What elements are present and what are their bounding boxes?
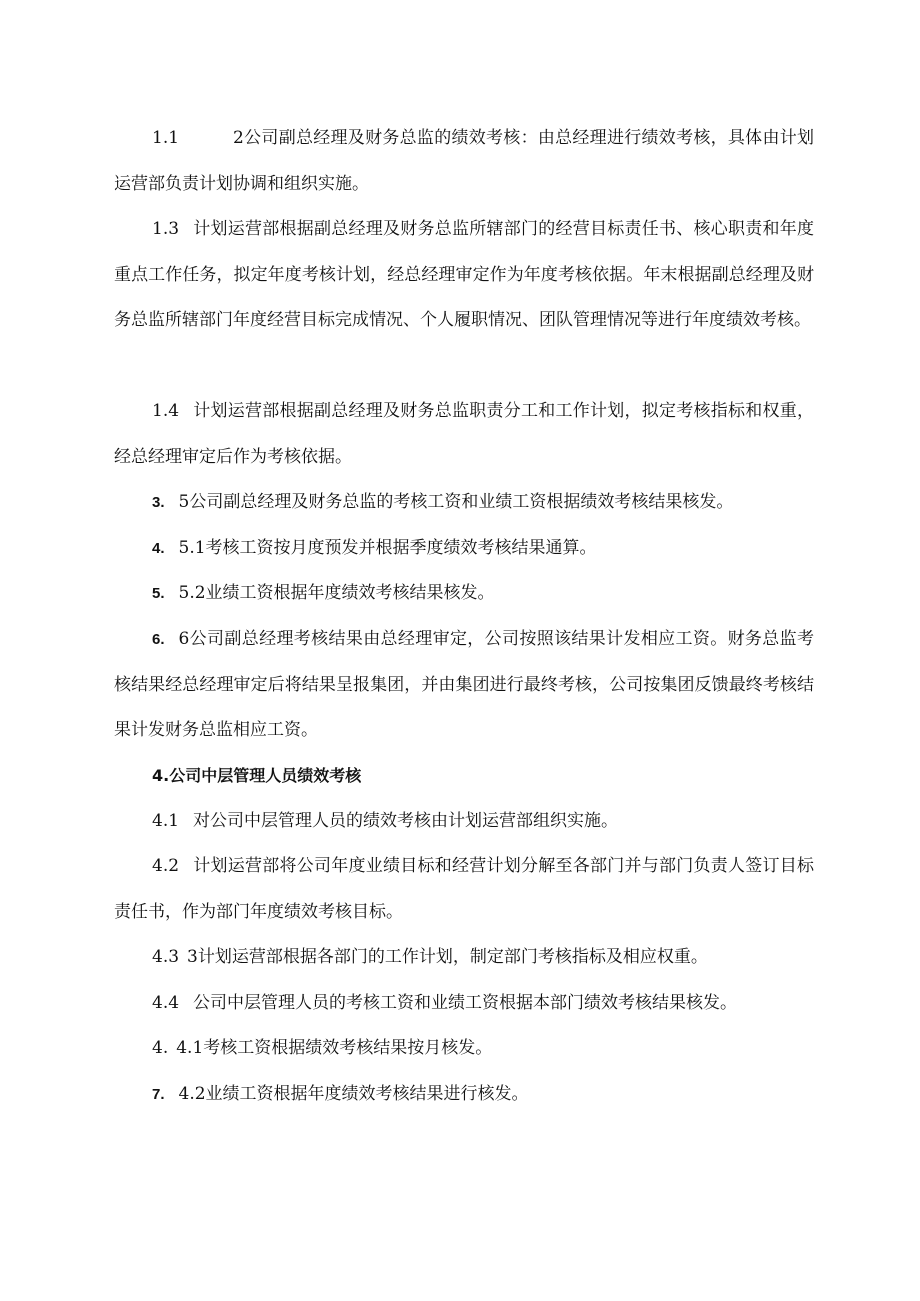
- paragraph-4-4: [114, 981, 814, 1027]
- paragraph-text: 计划运营部根据副总经理及财务总监职责分工和工作计划，拟定考核指标和权重，经总经理审定后作为考核依据。: [114, 401, 814, 467]
- paragraph-number: 7.: [152, 1086, 165, 1103]
- paragraph-text: 4.2业绩工资根据年度绩效考核结果进行核发。: [178, 1084, 529, 1104]
- paragraph-text: 计划运营部将公司年度业绩目标和经营计划分解至各部门并与部门负责人签订目标责任书，作为部门年度绩效考核目标。: [114, 856, 814, 922]
- paragraph-4-1: [114, 799, 814, 845]
- paragraph-4-2: [114, 844, 814, 935]
- paragraph-text: 5.1考核工资按月度预发并根据季度绩效考核结果通算。: [178, 538, 597, 558]
- paragraph-text: 6公司副总经理考核结果由总经理审定，公司按照该结果计发相应工资。财务总监考核结果经总经理审定后将结果呈报集团，并由集团进行最终考核，公司按集团反馈最终考核结果计发财务总监相应工资。: [114, 629, 814, 740]
- paragraph-number: 4.2: [152, 856, 180, 876]
- paragraph-number: 4.4: [152, 993, 180, 1013]
- paragraph-7: [114, 1072, 814, 1118]
- paragraph-text: 公司中层管理人员的考核工资和业绩工资根据本部门绩效考核结果核发。: [193, 993, 738, 1013]
- paragraph-number: 1.1: [152, 128, 180, 148]
- paragraph-subnumber: 2: [233, 128, 244, 148]
- paragraph-number: 4.3: [152, 947, 180, 967]
- paragraph-1-1: [114, 116, 814, 207]
- paragraph-text: 3计划运营部根据各部门的工作计划，制定部门考核指标及相应权重。: [187, 947, 708, 967]
- paragraph-number: 4.1: [152, 811, 180, 831]
- paragraph-4: [114, 526, 814, 572]
- paragraph-number: 1.3: [152, 219, 180, 239]
- paragraph-number: 4.: [152, 1038, 169, 1058]
- paragraph-4-4-1: [114, 1026, 814, 1072]
- paragraph-text: 公司副总经理及财务总监的绩效考核：由总经理进行绩效考核，具体由计划运营部负责计划协调和组织实施。: [114, 128, 814, 194]
- paragraph-number: 3.: [152, 494, 165, 511]
- paragraph-text: 对公司中层管理人员的绩效考核由计划运营部组织实施。: [193, 811, 619, 831]
- paragraph-4-3: [114, 935, 814, 981]
- paragraph-text: 5公司副总经理及财务总监的考核工资和业绩工资根据绩效考核结果核发。: [178, 492, 734, 512]
- paragraph-number: 6.: [152, 631, 165, 648]
- paragraph-3: [114, 480, 814, 526]
- section-heading: 4.公司中层管理人员绩效考核: [152, 766, 362, 785]
- paragraph-1-4: [114, 389, 814, 480]
- paragraph-5: [114, 571, 814, 617]
- paragraph-text: 5.2业绩工资根据年度绩效考核结果核发。: [178, 583, 495, 603]
- paragraph-1-3: [114, 207, 814, 344]
- paragraph-text: 4.1考核工资根据绩效考核结果按月核发。: [176, 1038, 493, 1058]
- paragraph-number: 4.: [152, 540, 165, 557]
- paragraph-number: 1.4: [152, 401, 180, 421]
- paragraph-number: 5.: [152, 585, 165, 602]
- paragraph-6: [114, 617, 814, 754]
- paragraph-text: 计划运营部根据副总经理及财务总监所辖部门的经营目标责任书、核心职责和年度重点工作任务，拟定年度考核计划，经总经理审定作为年度考核依据。年末根据副总经理及财务总监所辖部门年度经营目标完成情况、个人履职情况、团队管理情况等进行年度绩效考核。: [114, 219, 814, 330]
